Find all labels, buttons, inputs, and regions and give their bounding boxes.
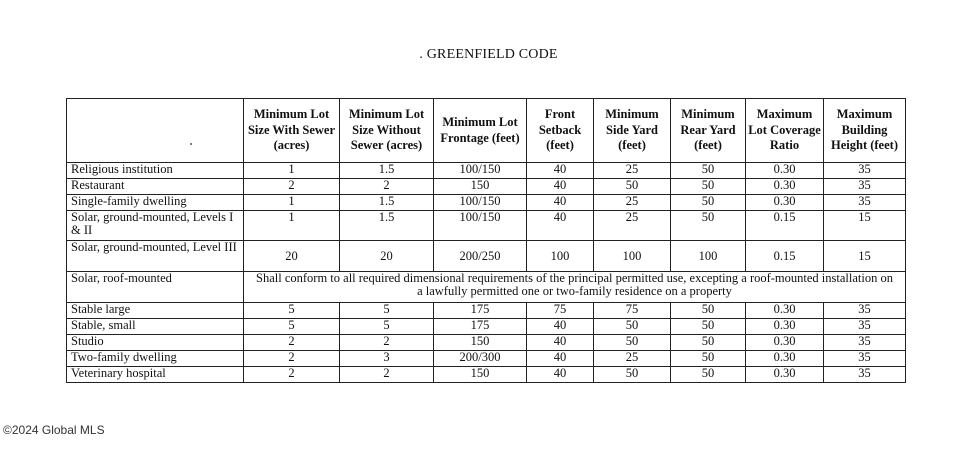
rear-yard-cell: 50: [671, 195, 746, 211]
frontage-cell: 100/150: [434, 163, 527, 179]
coverage-cell: 0.30: [746, 163, 824, 179]
table-header-row: [67, 99, 906, 163]
frontage-cell: 150: [434, 179, 527, 195]
rear-yard-cell: 100: [671, 241, 746, 272]
header-front-setback: Front Setback (feet): [527, 99, 594, 163]
rear-yard-cell: 50: [671, 163, 746, 179]
use-cell: Solar, ground-mounted, Level III: [67, 241, 244, 272]
copyright-watermark: ©2024 Global MLS: [3, 423, 105, 437]
side-yard-cell: 50: [594, 179, 671, 195]
side-yard-cell: 50: [594, 367, 671, 383]
height-cell: 35: [824, 319, 906, 335]
table-row: [67, 272, 906, 303]
use-cell: Studio: [67, 335, 244, 351]
table-row: [67, 241, 906, 272]
coverage-cell: 0.30: [746, 303, 824, 319]
use-cell: Stable large: [67, 303, 244, 319]
corner-dot: [190, 143, 192, 145]
height-cell: 15: [824, 241, 906, 272]
coverage-cell: 0.30: [746, 335, 824, 351]
side-yard-cell: 25: [594, 195, 671, 211]
coverage-cell: 0.15: [746, 241, 824, 272]
lot-no-sewer-cell: 1.5: [340, 195, 434, 211]
lot-sewer-cell: 5: [244, 319, 340, 335]
lot-sewer-cell: 2: [244, 335, 340, 351]
table-row: [67, 303, 906, 319]
front-setback-cell: 40: [527, 163, 594, 179]
coverage-cell: 0.15: [746, 211, 824, 241]
header-lot-coverage: Maximum Lot Coverage Ratio: [746, 99, 824, 163]
front-setback-cell: 40: [527, 211, 594, 241]
lot-sewer-cell: 1: [244, 211, 340, 241]
lot-sewer-cell: 2: [244, 179, 340, 195]
side-yard-cell: 50: [594, 319, 671, 335]
front-setback-cell: 100: [527, 241, 594, 272]
height-cell: 35: [824, 351, 906, 367]
lot-no-sewer-cell: 2: [340, 179, 434, 195]
coverage-cell: 0.30: [746, 195, 824, 211]
height-cell: 35: [824, 195, 906, 211]
use-cell: Stable, small: [67, 319, 244, 335]
lot-sewer-cell: 20: [244, 241, 340, 272]
height-cell: 35: [824, 179, 906, 195]
coverage-cell: 0.30: [746, 367, 824, 383]
lot-no-sewer-cell: 5: [340, 303, 434, 319]
frontage-cell: 100/150: [434, 211, 527, 241]
table-row: [67, 319, 906, 335]
header-side-yard: Minimum Side Yard (feet): [594, 99, 671, 163]
height-cell: 35: [824, 367, 906, 383]
table-row: [67, 195, 906, 211]
side-yard-cell: 25: [594, 351, 671, 367]
lot-sewer-cell: 2: [244, 367, 340, 383]
lot-sewer-cell: 2: [244, 351, 340, 367]
rear-yard-cell: 50: [671, 319, 746, 335]
use-cell: Restaurant: [67, 179, 244, 195]
roof-mounted-note: Shall conform to all required dimensional requirements of the principal permitted use, excepting a roof-mounted installation on a lawfully permitted one or two-family residence on a property: [244, 272, 906, 303]
rear-yard-cell: 50: [671, 211, 746, 241]
height-cell: 35: [824, 163, 906, 179]
frontage-cell: 150: [434, 335, 527, 351]
use-cell: Solar, ground-mounted, Levels I & II: [67, 211, 244, 241]
side-yard-cell: 25: [594, 211, 671, 241]
header-lot-size-with-sewer: Minimum Lot Size With Sewer (acres): [244, 99, 340, 163]
coverage-cell: 0.30: [746, 319, 824, 335]
front-setback-cell: 40: [527, 195, 594, 211]
rear-yard-cell: 50: [671, 351, 746, 367]
table-row: [67, 367, 906, 383]
table-row: [67, 335, 906, 351]
rear-yard-cell: 50: [671, 367, 746, 383]
lot-no-sewer-cell: 1.5: [340, 211, 434, 241]
lot-sewer-cell: 1: [244, 195, 340, 211]
rear-yard-cell: 50: [671, 335, 746, 351]
height-cell: 15: [824, 211, 906, 241]
table-row: [67, 351, 906, 367]
side-yard-cell: 75: [594, 303, 671, 319]
lot-no-sewer-cell: 2: [340, 335, 434, 351]
side-yard-cell: 50: [594, 335, 671, 351]
header-lot-size-without-sewer: Minimum Lot Size Without Sewer (acres): [340, 99, 434, 163]
side-yard-cell: 100: [594, 241, 671, 272]
use-cell: Veterinary hospital: [67, 367, 244, 383]
coverage-cell: 0.30: [746, 179, 824, 195]
header-corner: [67, 99, 244, 163]
height-cell: 35: [824, 335, 906, 351]
front-setback-cell: 75: [527, 303, 594, 319]
frontage-cell: 175: [434, 319, 527, 335]
lot-sewer-cell: 1: [244, 163, 340, 179]
frontage-cell: 175: [434, 303, 527, 319]
frontage-cell: 150: [434, 367, 527, 383]
front-setback-cell: 40: [527, 367, 594, 383]
use-cell: Two-family dwelling: [67, 351, 244, 367]
front-setback-cell: 40: [527, 179, 594, 195]
header-lot-frontage: Minimum Lot Frontage (feet): [434, 99, 527, 163]
lot-no-sewer-cell: 5: [340, 319, 434, 335]
lot-no-sewer-cell: 1.5: [340, 163, 434, 179]
dimensional-requirements-table: [66, 98, 906, 383]
lot-no-sewer-cell: 20: [340, 241, 434, 272]
use-cell: Single-family dwelling: [67, 195, 244, 211]
coverage-cell: 0.30: [746, 351, 824, 367]
frontage-cell: 200/300: [434, 351, 527, 367]
document-title: . GREENFIELD CODE: [419, 47, 558, 62]
front-setback-cell: 40: [527, 335, 594, 351]
lot-sewer-cell: 5: [244, 303, 340, 319]
table-row: [67, 211, 906, 241]
height-cell: 35: [824, 303, 906, 319]
rear-yard-cell: 50: [671, 303, 746, 319]
use-cell: Solar, roof-mounted: [67, 272, 244, 303]
rear-yard-cell: 50: [671, 179, 746, 195]
side-yard-cell: 25: [594, 163, 671, 179]
front-setback-cell: 40: [527, 319, 594, 335]
header-building-height: Maximum Building Height (feet): [824, 99, 906, 163]
lot-no-sewer-cell: 3: [340, 351, 434, 367]
use-cell: Religious institution: [67, 163, 244, 179]
table-row: [67, 163, 906, 179]
front-setback-cell: 40: [527, 351, 594, 367]
table-row: [67, 179, 906, 195]
lot-no-sewer-cell: 2: [340, 367, 434, 383]
frontage-cell: 200/250: [434, 241, 527, 272]
header-rear-yard: Minimum Rear Yard (feet): [671, 99, 746, 163]
frontage-cell: 100/150: [434, 195, 527, 211]
